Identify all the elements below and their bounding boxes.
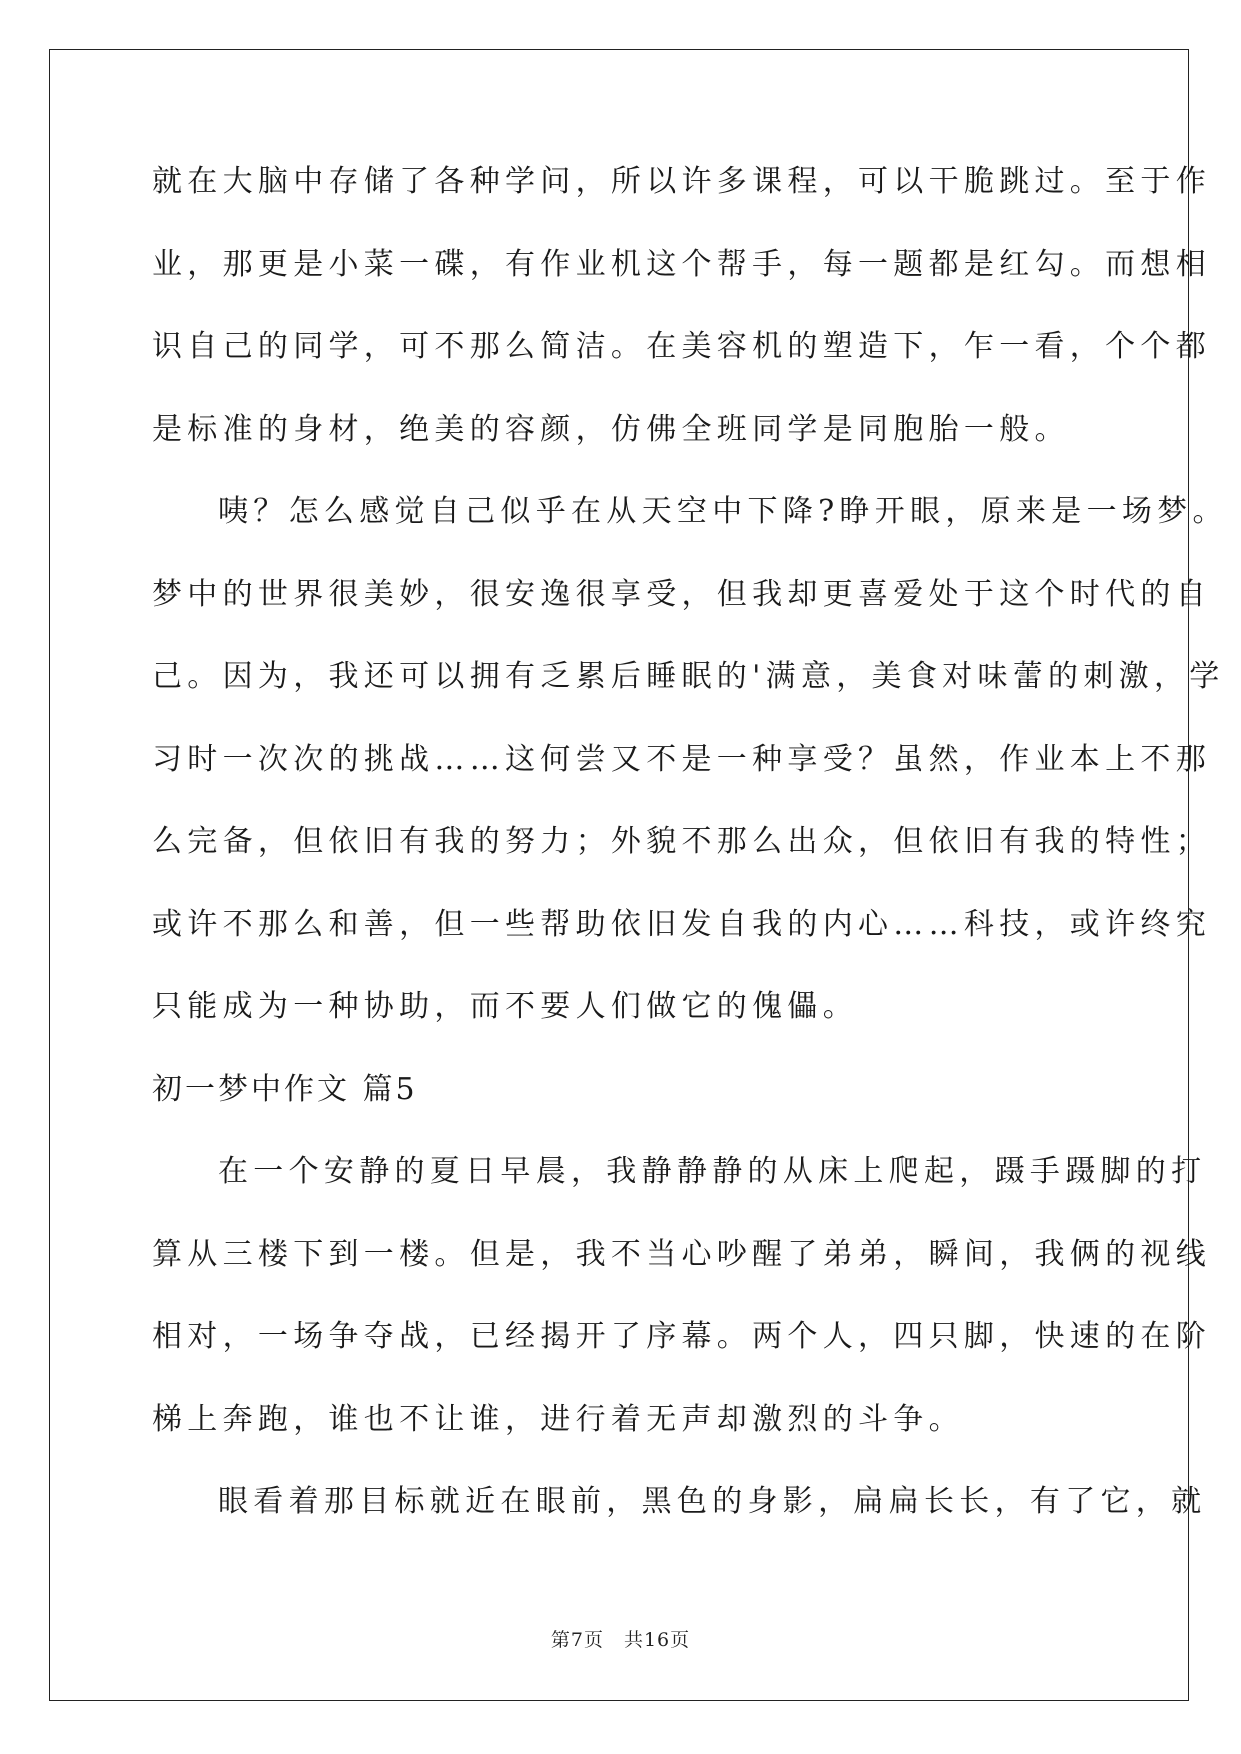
text-line: 业，那更是小菜一碟，有作业机这个帮手，每一题都是红勾。而想相: [152, 246, 1211, 282]
text-line: 是标准的身材，绝美的容颜，仿佛全班同学是同胞胎一般。: [152, 411, 1070, 447]
text-line: 识自己的同学，可不那么简洁。在美容机的塑造下，乍一看，个个都: [152, 329, 1211, 364]
paragraph-first-line: 眼看着那目标就近在眼前，黑色的身影，扁扁长长，有了它，就: [218, 1484, 1207, 1519]
text-line: 相对，一场争夺战，已经揭开了序幕。两个人，四只脚，快速的在阶: [152, 1319, 1211, 1354]
text-line: 算从三楼下到一楼。但是，我不当心吵醒了弟弟，瞬间，我俩的视线: [152, 1236, 1211, 1272]
document-body: [152, 157, 1228, 1560]
page-number-footer: 第7页 共16页: [550, 1629, 691, 1651]
text-line: 只能成为一种协助，而不要人们做它的傀儡。: [152, 989, 858, 1024]
text-line: 么完备，但依旧有我的努力；外貌不那么出众，但依旧有我的特性；: [152, 824, 1211, 859]
text-line: 或许不那么和善，但一些帮助依旧发自我的内心……科技，或许终究: [152, 906, 1211, 942]
paragraph-first-line: 咦？怎么感觉自己似乎在从天空中下降?睁开眼，原来是一场梦。: [218, 494, 1228, 529]
text-line: 己。因为，我还可以拥有乏累后睡眠的'满意，美食对味蕾的刺激，学: [152, 659, 1225, 694]
text-line: 梯上奔跑，谁也不让谁，进行着无声却激烈的斗争。: [152, 1401, 964, 1437]
text-line: 梦中的世界很美妙，很安逸很享受，但我却更喜爱处于这个时代的自: [152, 576, 1211, 612]
text-line: 习时一次次的挑战……这何尝又不是一种享受？虽然，作业本上不那: [152, 741, 1211, 777]
text-line: 就在大脑中存储了各种学问，所以许多课程，可以干脆跳过。至于作: [152, 164, 1211, 199]
paragraph-first-line: 在一个安静的夏日早晨，我静静静的从床上爬起，蹑手蹑脚的打: [218, 1154, 1207, 1189]
section-heading: 初一梦中作文 篇5: [152, 1071, 418, 1107]
